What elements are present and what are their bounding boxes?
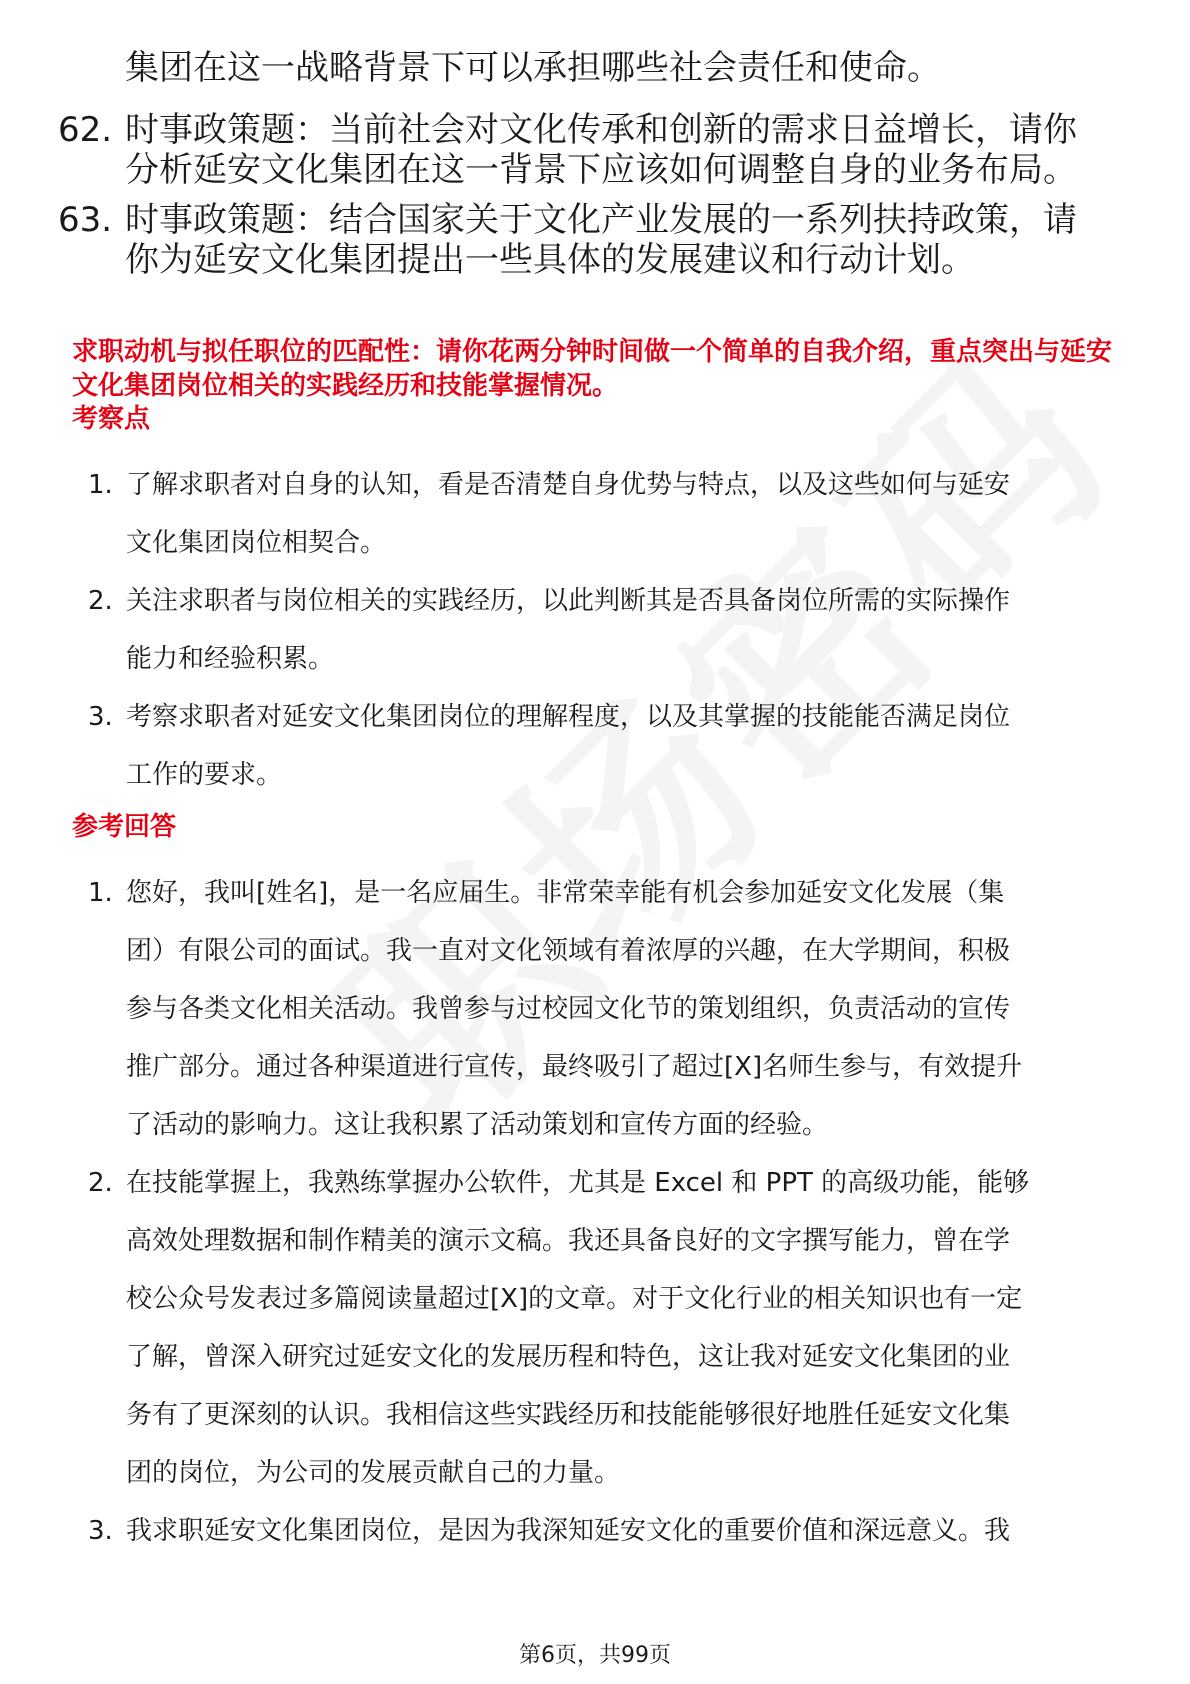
item-line: 校公众号发表过多篇阅读量超过[X]的文章。对于文化行业的相关知识也有一定 [126, 1284, 1023, 1314]
question-number: 62. [58, 110, 113, 150]
item-line: 了解，曾深入研究过延安文化的发展历程和特色，这让我对延安文化集团的业 [126, 1342, 1011, 1372]
list-item [72, 1154, 1142, 1502]
item-line: 工作的要求。 [126, 760, 283, 790]
item-line: 我求职延安文化集团岗位，是因为我深知延安文化的重要价值和深远意义。我 [126, 1516, 1011, 1546]
list-item [72, 456, 1142, 572]
item-line: 团的岗位，为公司的发展贡献自己的力量。 [126, 1458, 621, 1488]
item-line: 考察求职者对延安文化集团岗位的理解程度，以及其掌握的技能能否满足岗位 [126, 702, 1011, 732]
question-line: 分析延安文化集团在这一背景下应该如何调整自身的业务布局。 [125, 150, 1077, 190]
item-number: 3. [88, 1516, 113, 1546]
list-item [72, 864, 1142, 1154]
assessment-heading: 考察点 [72, 404, 151, 434]
question-line: 时事政策题：结合国家关于文化产业发展的一系列扶持政策，请 [125, 200, 1077, 240]
item-number: 2. [88, 586, 113, 616]
item-number: 2. [88, 1168, 113, 1198]
item-line: 务有了更深刻的认识。我相信这些实践经历和技能能够很好地胜任延安文化集 [126, 1400, 1011, 1430]
item-number: 1. [88, 878, 113, 908]
item-line: 能力和经验积累。 [126, 644, 335, 674]
item-line: 团）有限公司的面试。我一直对文化领域有着浓厚的兴趣，在大学期间，积极 [126, 936, 1011, 966]
assessment-list [72, 456, 1142, 804]
item-line: 您好，我叫[姓名]，是一名应届生。非常荣幸能有机会参加延安文化发展（集 [126, 878, 1005, 908]
item-line: 文化集团岗位相契合。 [126, 528, 387, 558]
item-number: 3. [88, 702, 113, 732]
item-line: 了解求职者对自身的认知，看是否清楚自身优势与特点，以及这些如何与延安 [126, 470, 1011, 500]
list-item [72, 1502, 1142, 1560]
item-number: 1. [88, 470, 113, 500]
page-footer: 第6页，共99页 [519, 1643, 671, 1668]
question-number: 63. [58, 200, 113, 240]
item-line: 了活动的影响力。这让我积累了活动策划和宣传方面的经验。 [126, 1110, 829, 1140]
question-61-continuation: 集团在这一战略背景下可以承担哪些社会责任和使命。 [125, 48, 941, 88]
answer-list [72, 864, 1142, 1560]
item-line: 高效处理数据和制作精美的演示文稿。我还具备良好的文字撰写能力，曾在学 [126, 1226, 1011, 1256]
item-line: 关注求职者与岗位相关的实践经历，以此判断其是否具备岗位所需的实际操作 [126, 586, 1011, 616]
list-item [72, 688, 1142, 804]
answer-heading: 参考回答 [72, 812, 177, 842]
question-line: 你为延安文化集团提出一些具体的发展建议和行动计划。 [125, 240, 975, 280]
motivation-question: 求职动机与拟任职位的匹配性：请你花两分钟时间做一个简单的自我介绍，重点突出与延安文化集团岗位相关的实践经历和技能掌握情况。 [72, 337, 1113, 401]
list-item [72, 572, 1142, 688]
question-line: 时事政策题：当前社会对文化传承和创新的需求日益增长，请你 [125, 110, 1077, 150]
item-line: 推广部分。通过各种渠道进行宣传，最终吸引了超过[X]名师生参与，有效提升 [126, 1052, 1023, 1082]
item-line: 在技能掌握上，我熟练掌握办公软件，尤其是 Excel 和 PPT 的高级功能，能够 [126, 1168, 1030, 1198]
item-line: 参与各类文化相关活动。我曾参与过校园文化节的策划组织，负责活动的宣传 [126, 994, 1011, 1024]
